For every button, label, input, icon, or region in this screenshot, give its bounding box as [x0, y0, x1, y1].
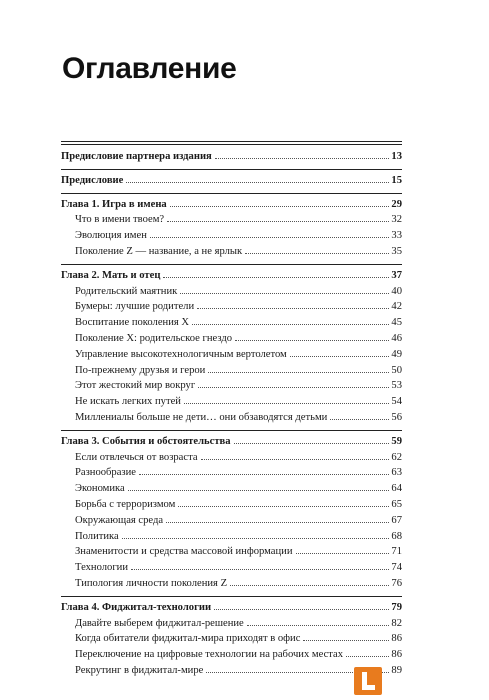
- page-title: Оглавление: [62, 52, 237, 85]
- toc-entry-page: 13: [391, 151, 402, 162]
- section-divider: [61, 430, 402, 431]
- toc-entry: [61, 229, 402, 245]
- toc-entry-page: 53: [391, 380, 402, 392]
- toc-entry-page: 76: [391, 577, 402, 589]
- dot-leader: [126, 182, 389, 183]
- dot-leader: [235, 340, 389, 341]
- toc-entry: [61, 451, 402, 467]
- toc-entry-label: Бумеры: лучшие родители: [75, 301, 195, 313]
- toc-entry-page: 46: [391, 332, 402, 344]
- dot-leader: [330, 419, 389, 420]
- toc-top-rule: [61, 141, 402, 145]
- toc-entry: [61, 300, 402, 316]
- toc-entry: [61, 632, 402, 648]
- toc-entry: [61, 379, 402, 395]
- dot-leader: [178, 506, 389, 507]
- toc-entry-page: 56: [391, 411, 402, 423]
- dot-leader: [167, 221, 389, 222]
- toc-entry: [61, 348, 402, 364]
- toc-entry-label: Знаменитости и средства массовой информации: [75, 546, 293, 558]
- toc-entry-page: 67: [391, 514, 402, 526]
- toc-entry-page: 49: [391, 348, 402, 360]
- toc-entry-page: 33: [391, 230, 402, 242]
- toc-entry-page: 82: [391, 617, 402, 629]
- dot-leader: [139, 474, 389, 475]
- dot-leader: [296, 553, 390, 554]
- toc-entry-label: Что в имени твоем?: [75, 214, 165, 226]
- toc-entry: [61, 316, 402, 332]
- toc-entry-label: Управление высокотехнологичным вертолетом: [75, 348, 287, 360]
- labirint-l-logo-icon: [353, 666, 383, 696]
- toc-entry-label: Предисловие: [61, 174, 124, 186]
- dot-leader: [290, 356, 390, 357]
- toc-entry-label: Миллениалы больше не дети… они обзаводятся детьми: [75, 411, 328, 423]
- toc-entry-page: 50: [391, 364, 402, 376]
- dot-leader: [122, 538, 390, 539]
- toc-entry-page: 32: [391, 214, 402, 226]
- toc-entry: [61, 285, 402, 301]
- dot-leader: [208, 372, 389, 373]
- toc-entry-page: 59: [391, 435, 402, 447]
- section-divider: [61, 193, 402, 194]
- toc-entry-label: Давайте выберем фиджитал-решение: [75, 617, 244, 629]
- toc-entry-label: Воспитание поколения X: [75, 317, 190, 329]
- toc-entry-label: Окружающая среда: [75, 514, 164, 526]
- toc-entry-page: 62: [391, 451, 402, 463]
- dot-leader: [303, 640, 389, 641]
- dot-leader: [166, 522, 389, 523]
- toc-entry: [61, 498, 402, 514]
- dot-leader: [215, 158, 390, 159]
- toc-entry-page: 89: [391, 664, 402, 676]
- toc-entry-page: 74: [391, 562, 402, 574]
- toc-entry-page: 71: [391, 546, 402, 558]
- toc-entry: [61, 245, 402, 261]
- section-divider: [61, 596, 402, 597]
- toc-entry-page: 86: [391, 633, 402, 645]
- toc-entry: [61, 617, 402, 633]
- toc-entry-label: Когда обитатели фиджитал-мира приходят в офис: [75, 633, 301, 645]
- toc-entry: [61, 213, 402, 229]
- dot-leader: [198, 387, 389, 388]
- toc-entry-label: Политика: [75, 530, 119, 542]
- toc-entry: [61, 435, 402, 451]
- dot-leader: [170, 206, 390, 207]
- toc-entry: [61, 174, 402, 190]
- toc-entry: [61, 545, 402, 561]
- dot-leader: [163, 277, 389, 278]
- toc-entry-label: Не искать легких путей: [75, 396, 181, 408]
- toc-entry: [61, 514, 402, 530]
- dot-leader: [201, 459, 390, 460]
- toc-entry-label: Поколение X: родительское гнездо: [75, 332, 233, 344]
- dot-leader: [128, 490, 390, 491]
- toc-entry-label: Борьба с терроризмом: [75, 498, 176, 510]
- dot-leader: [230, 585, 389, 586]
- toc-entry: [61, 601, 402, 617]
- toc-entry-page: 15: [391, 174, 402, 186]
- toc-entry-label: По-прежнему друзья и герои: [75, 364, 206, 376]
- toc-entry-label: Глава 3. События и обстоятельства: [61, 435, 231, 447]
- toc-entry: [61, 395, 402, 411]
- toc-entry-page: 65: [391, 498, 402, 510]
- toc-entry-page: 86: [391, 649, 402, 661]
- toc-entry-label: Предисловие партнера издания: [61, 151, 212, 162]
- toc-entry-label: Технологии: [75, 562, 129, 574]
- toc-entry-label: Если отвлечься от возраста: [75, 451, 198, 463]
- toc-entry-label: Экономика: [75, 483, 125, 495]
- dot-leader: [192, 324, 389, 325]
- logo-background: [354, 667, 382, 695]
- dot-leader: [234, 443, 390, 444]
- toc-entry-label: Этот жестокий мир вокруг: [75, 380, 196, 392]
- toc-entry-label: Глава 4. Фиджитал-технологии: [61, 601, 212, 613]
- dot-leader: [180, 293, 389, 294]
- toc-entry-label: Переключение на цифровые технологии на рабочих местах: [75, 649, 344, 661]
- toc-entry-page: 63: [391, 467, 402, 479]
- dot-leader: [184, 403, 389, 404]
- toc-entry: [61, 530, 402, 546]
- toc-entry-page: 45: [391, 317, 402, 329]
- toc-entry-label: Поколение Z — название, а не ярлык: [75, 245, 243, 257]
- toc-entry: [61, 466, 402, 482]
- toc-entry-page: 68: [391, 530, 402, 542]
- dot-leader: [346, 656, 389, 657]
- section-divider: [61, 264, 402, 265]
- toc-entry-page: 64: [391, 483, 402, 495]
- toc-entry-page: 29: [391, 198, 402, 210]
- table-of-contents: [61, 137, 402, 680]
- toc-entry-label: Родительский маятник: [75, 285, 178, 297]
- dot-leader: [214, 609, 389, 610]
- toc-entry: [61, 332, 402, 348]
- dot-leader: [197, 308, 389, 309]
- dot-leader: [247, 625, 390, 626]
- dot-leader: [150, 237, 390, 238]
- dot-leader: [245, 253, 389, 254]
- toc-entry: [61, 664, 402, 680]
- toc-entry: [61, 150, 402, 166]
- toc-entry-page: 40: [391, 285, 402, 297]
- toc-entry-label: Рекрутинг в фиджитал-мире: [75, 664, 204, 676]
- toc-entry-page: 79: [391, 601, 402, 613]
- toc-entry-page: 35: [391, 245, 402, 257]
- toc-entry-label: Глава 2. Мать и отец: [61, 269, 161, 281]
- toc-entry-page: 37: [391, 269, 402, 281]
- toc-entry-label: Разнообразие: [75, 467, 136, 479]
- toc-entry: [61, 411, 402, 427]
- dot-leader: [131, 569, 389, 570]
- toc-entry: [61, 482, 402, 498]
- toc-entry: [61, 577, 402, 593]
- toc-entry: [61, 648, 402, 664]
- toc-entry: [61, 561, 402, 577]
- toc-entry-label: Глава 1. Игра в имена: [61, 198, 167, 210]
- toc-entry: [61, 364, 402, 380]
- toc-entry: [61, 269, 402, 285]
- toc-entry-page: 42: [391, 301, 402, 313]
- toc-entry-page: 54: [391, 396, 402, 408]
- toc-entry: [61, 198, 402, 214]
- section-divider: [61, 169, 402, 170]
- toc-entry-label: Типология личности поколения Z: [75, 577, 228, 589]
- toc-entry-label: Эволюция имен: [75, 230, 147, 242]
